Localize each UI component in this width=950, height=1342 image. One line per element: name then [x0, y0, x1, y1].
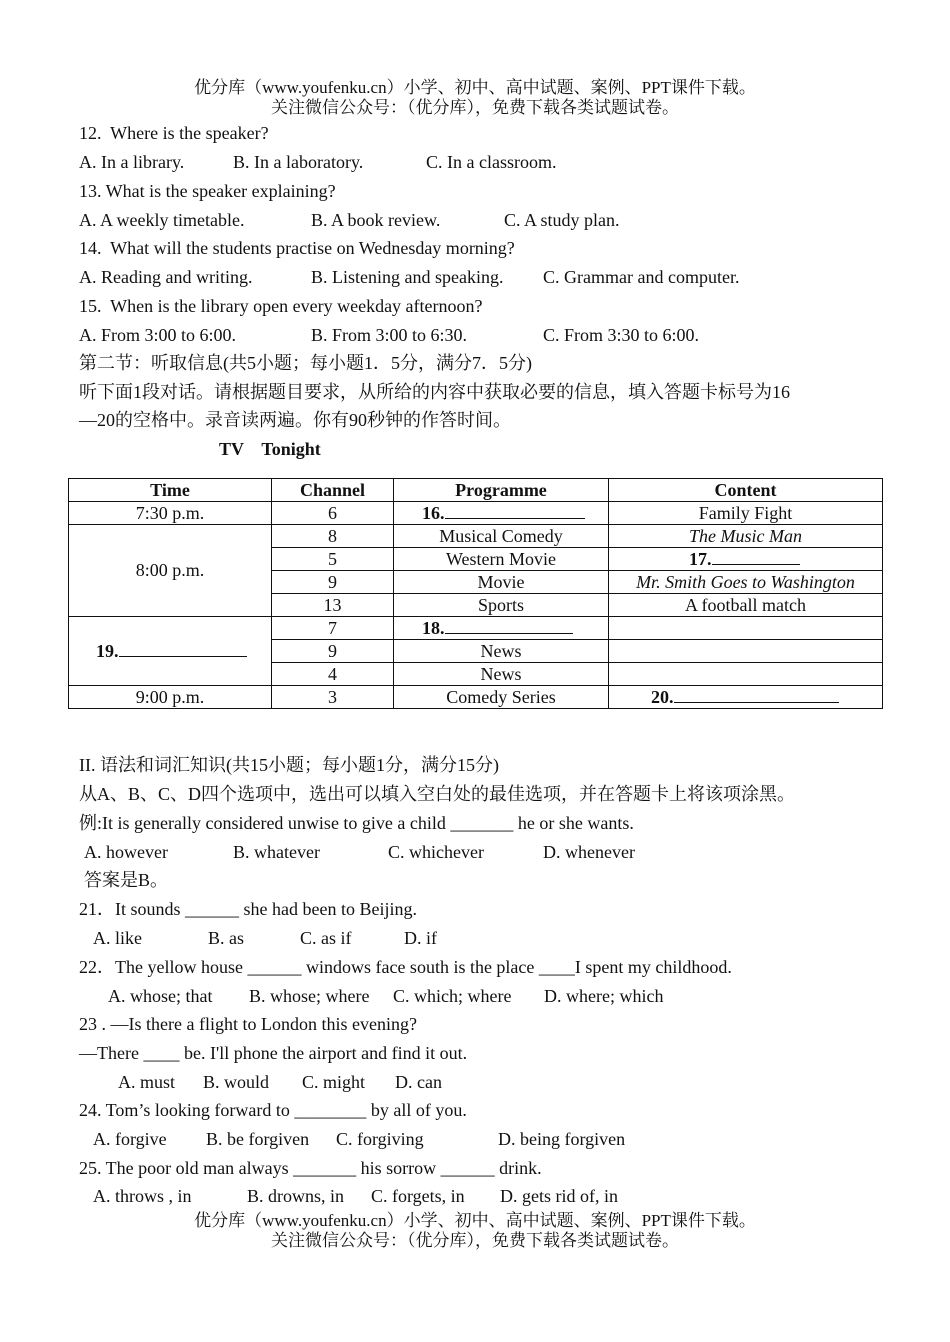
example-question: 例:It is generally considered unwise to give a child _______ he or she wants. — [79, 813, 634, 833]
blank-17-cell[interactable] — [609, 548, 883, 571]
cell-time: 8:00 p.m. — [69, 525, 272, 617]
question-24: 24. Tom’s looking forward to ________ by all of you. — [79, 1100, 467, 1120]
q21-option-d: D. if — [404, 928, 437, 948]
cell-programme: Sports — [394, 594, 609, 617]
blank-19-label: 19 — [96, 640, 114, 661]
q14-option-b: B. Listening and speaking. — [311, 267, 504, 287]
header-time: Time — [69, 479, 272, 502]
example-answer: 答案是B。 — [84, 870, 169, 890]
cell-programme: Western Movie — [394, 548, 609, 571]
example-option-d: D. whenever — [543, 842, 635, 862]
q23-option-d: D. can — [395, 1072, 442, 1092]
blank-dot: . — [440, 617, 445, 638]
blank-17-line[interactable] — [712, 549, 800, 565]
cell-programme: Comedy Series — [394, 686, 609, 709]
cell-content: A football match — [609, 594, 883, 617]
blank-18-line[interactable] — [445, 618, 573, 634]
blank-20-label: 20 — [651, 686, 669, 707]
cell-channel: 6 — [272, 502, 394, 525]
blank-dot: . — [114, 640, 119, 661]
question-25: 25. The poor old man always _______ his sorrow ______ drink. — [79, 1158, 542, 1178]
cell-programme: News — [394, 663, 609, 686]
cell-channel: 13 — [272, 594, 394, 617]
question-23-line-2: —There ____ be. I'll phone the airport and find it out. — [79, 1043, 468, 1063]
table-row — [69, 617, 883, 640]
blank-dot: . — [669, 686, 674, 707]
footer-line-2: 关注微信公众号：（优分库），免费下载各类试题试卷。 — [271, 1231, 679, 1250]
question-12: 12. Where is the speaker? — [79, 123, 269, 143]
cell-channel: 3 — [272, 686, 394, 709]
cell-content-empty — [609, 617, 883, 640]
q15-option-a: A. From 3:00 to 6:00. — [79, 325, 237, 345]
q13-option-c: C. A study plan. — [504, 210, 620, 230]
example-option-a: A. however — [84, 842, 168, 862]
q25-option-b: B. drowns, in — [247, 1186, 345, 1206]
cell-time: 9:00 p.m. — [69, 686, 272, 709]
section-2-instruction-1: 听下面1段对话。请根据题目要求，从所给的内容中获取必要的信息，填入答题卡标号为16 — [79, 382, 790, 402]
question-21: 21．It sounds ______ she had been to Beijing. — [79, 899, 417, 919]
header-channel: Channel — [272, 479, 394, 502]
q22-option-b: B. whose; where — [249, 986, 370, 1006]
blank-dot: . — [440, 502, 445, 523]
table-row — [69, 686, 883, 709]
question-22: 22．The yellow house ______ windows face south is the place ____I spent my childhood. — [79, 957, 732, 977]
blank-19-cell[interactable] — [69, 617, 272, 686]
section-2-title: 第二节：听取信息(共5小题；每小题1．5分，满分7．5分) — [79, 353, 532, 373]
blank-16-line[interactable] — [445, 503, 585, 519]
q23-option-a: A. must — [118, 1072, 176, 1092]
blank-20-line[interactable] — [674, 687, 839, 703]
cell-channel: 4 — [272, 663, 394, 686]
q14-option-c: C. Grammar and computer. — [543, 267, 740, 287]
q25-option-a: A. throws , in — [93, 1186, 192, 1206]
q15-option-b: B. From 3:00 to 6:30. — [311, 325, 468, 345]
blank-16-label: 16 — [422, 502, 440, 523]
question-14: 14. What will the students practise on Wednesday morning? — [79, 238, 515, 258]
q23-option-b: B. would — [203, 1072, 270, 1092]
part-2-title: II. 语法和词汇知识(共15小题；每小题1分，满分15分) — [79, 755, 499, 775]
q22-option-d: D. where; which — [544, 986, 664, 1006]
header-line-1: 优分库（www.youfenku.cn）小学、初中、高中试题、案例、PPT课件下载。 — [194, 78, 756, 97]
q15-option-c: C. From 3:30 to 6:00. — [543, 325, 700, 345]
header-programme: Programme — [394, 479, 609, 502]
header-line-2: 关注微信公众号：（优分库），免费下载各类试题试卷。 — [271, 98, 679, 117]
q13-option-b: B. A book review. — [311, 210, 441, 230]
cell-channel: 5 — [272, 548, 394, 571]
q22-option-a: A. whose; that — [108, 986, 213, 1006]
q25-option-c: C. forgets, in — [371, 1186, 465, 1206]
example-option-b: B. whatever — [233, 842, 320, 862]
cell-content-empty — [609, 663, 883, 686]
cell-programme: Movie — [394, 571, 609, 594]
section-2-instruction-2: —20的空格中。录音读两遍。你有90秒钟的作答时间。 — [79, 410, 511, 430]
q12-option-b: B. In a laboratory. — [233, 152, 364, 172]
q14-option-a: A. Reading and writing. — [79, 267, 253, 287]
q23-option-c: C. might — [302, 1072, 366, 1092]
cell-channel: 9 — [272, 640, 394, 663]
blank-16-cell[interactable] — [394, 502, 609, 525]
cell-programme: News — [394, 640, 609, 663]
cell-content: Mr. Smith Goes to Washington — [609, 571, 883, 594]
table-header-row — [69, 479, 883, 502]
q13-option-a: A. A weekly timetable. — [79, 210, 245, 230]
question-13: 13. What is the speaker explaining? — [79, 181, 336, 201]
blank-17-label: 17 — [689, 548, 707, 569]
cell-content: The Music Man — [609, 525, 883, 548]
cell-content-empty — [609, 640, 883, 663]
cell-programme: Musical Comedy — [394, 525, 609, 548]
table-row — [69, 502, 883, 525]
question-23: 23 . —Is there a flight to London this evening? — [79, 1014, 417, 1034]
q24-option-d: D. being forgiven — [498, 1129, 626, 1149]
q24-option-b: B. be forgiven — [206, 1129, 310, 1149]
q21-option-a: A. like — [93, 928, 142, 948]
q25-option-d: D. gets rid of, in — [500, 1186, 618, 1206]
table-title: TV Tonight — [219, 439, 321, 459]
tv-tonight-table — [68, 478, 883, 709]
cell-time: 7:30 p.m. — [69, 502, 272, 525]
blank-18-label: 18 — [422, 617, 440, 638]
blank-18-cell[interactable] — [394, 617, 609, 640]
cell-channel: 9 — [272, 571, 394, 594]
q12-option-c: C. In a classroom. — [426, 152, 557, 172]
q24-option-a: A. forgive — [93, 1129, 167, 1149]
blank-19-line[interactable] — [119, 641, 247, 657]
blank-dot: . — [707, 548, 712, 569]
cell-content: Family Fight — [609, 502, 883, 525]
footer-line-1: 优分库（www.youfenku.cn）小学、初中、高中试题、案例、PPT课件下载。 — [194, 1211, 756, 1230]
q12-option-a: A. In a library. — [79, 152, 185, 172]
q24-option-c: C. forgiving — [336, 1129, 424, 1149]
q22-option-c: C. which; where — [393, 986, 512, 1006]
question-15: 15. When is the library open every weekday afternoon? — [79, 296, 483, 316]
example-option-c: C. whichever — [388, 842, 484, 862]
header-content: Content — [609, 479, 883, 502]
blank-20-cell[interactable] — [609, 686, 883, 709]
table-row — [69, 525, 883, 548]
part-2-instruction: 从A、B、C、D四个选项中，选出可以填入空白处的最佳选项，并在答题卡上将该项涂黑。 — [79, 784, 796, 804]
q21-option-c: C. as if — [300, 928, 352, 948]
cell-channel: 7 — [272, 617, 394, 640]
cell-channel: 8 — [272, 525, 394, 548]
q21-option-b: B. as — [208, 928, 244, 948]
